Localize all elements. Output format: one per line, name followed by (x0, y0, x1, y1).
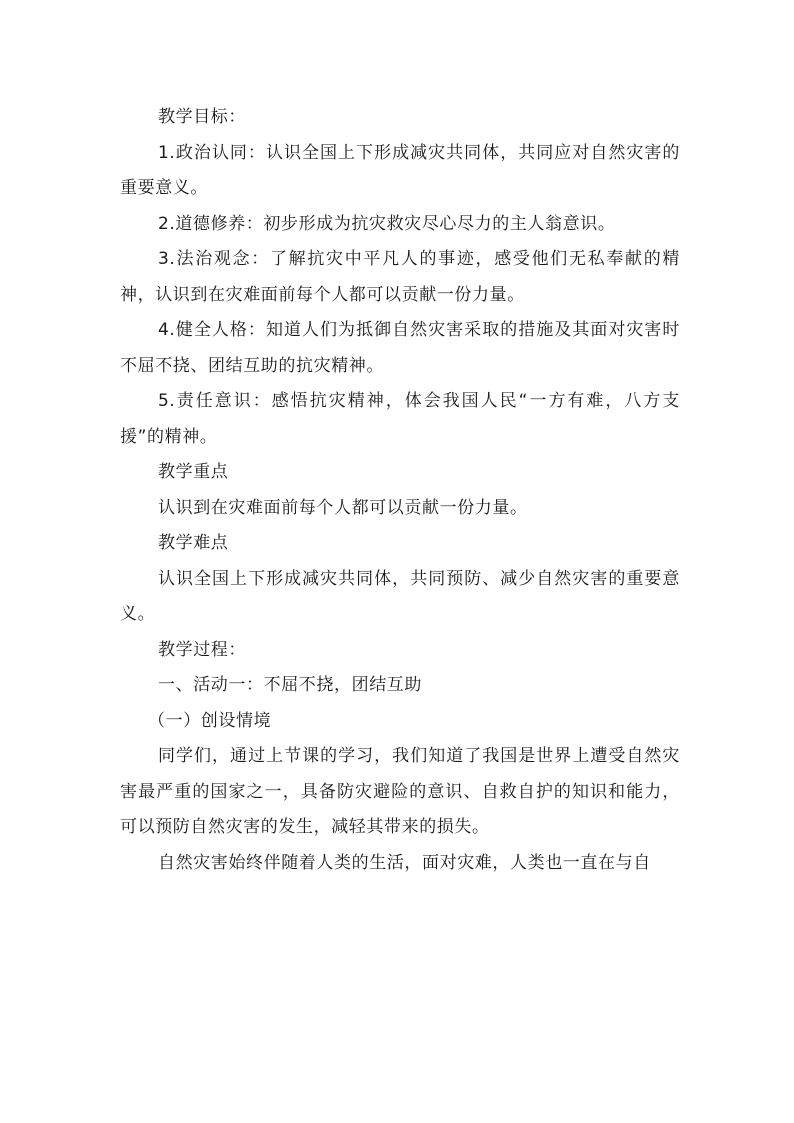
goal-responsibility: 5.责任意识：感悟抗灾精神，体会我国人民“一方有难，八方支援”的精神。 (120, 391, 680, 447)
section-create-scenario: （一）创设情境 (148, 710, 272, 731)
heading-teaching-goals: 教学目标： (158, 107, 246, 127)
goal-sound-personality: 4.健全人格：知道人们为抵御自然灾害采取的措施及其面对灾害时不屈不挠、团结互助的抗灾精神。 (120, 320, 680, 376)
activity-one-title: 一、活动一：不屈不挠，团结互助 (158, 675, 422, 695)
goal-moral-cultivation: 2.道德修养：初步形成为抗灾救灾尽心尽力的主人翁意识。 (158, 213, 616, 234)
key-point-text: 认识到在灾难面前每个人都可以贡献一份力量。 (158, 497, 528, 518)
body-paragraph-review: 同学们，通过上节课的学习，我们知道了我国是世界上遭受自然灾害最严重的国家之一，具备防灾避险的意识、自救自护的知识和能力，可以预防自然灾害的发生，减轻其带来的损失。 (120, 746, 680, 837)
difficulty-text: 认识全国上下形成减灾共同体，共同预防、减少自然灾害的重要意义。 (120, 568, 680, 624)
document-page (120, 100, 680, 881)
goal-political-identity: 1.政治认同：认识全国上下形成减灾共同体，共同应对自然灾害的重要意义。 (120, 142, 680, 198)
heading-difficulties: 教学难点 (158, 533, 229, 553)
heading-key-points: 教学重点 (158, 462, 229, 482)
heading-teaching-process: 教学过程： (158, 639, 246, 660)
goal-rule-of-law: 3.法治观念：了解抗灾中平凡人的事迹，感受他们无私奉献的精神，认识到在灾难面前每个人都可以贡献一份力量。 (120, 249, 680, 305)
body-paragraph-natural-disasters: 自然灾害始终伴随着人类的生活，面对灾难，人类也一直在与自 (158, 852, 651, 873)
